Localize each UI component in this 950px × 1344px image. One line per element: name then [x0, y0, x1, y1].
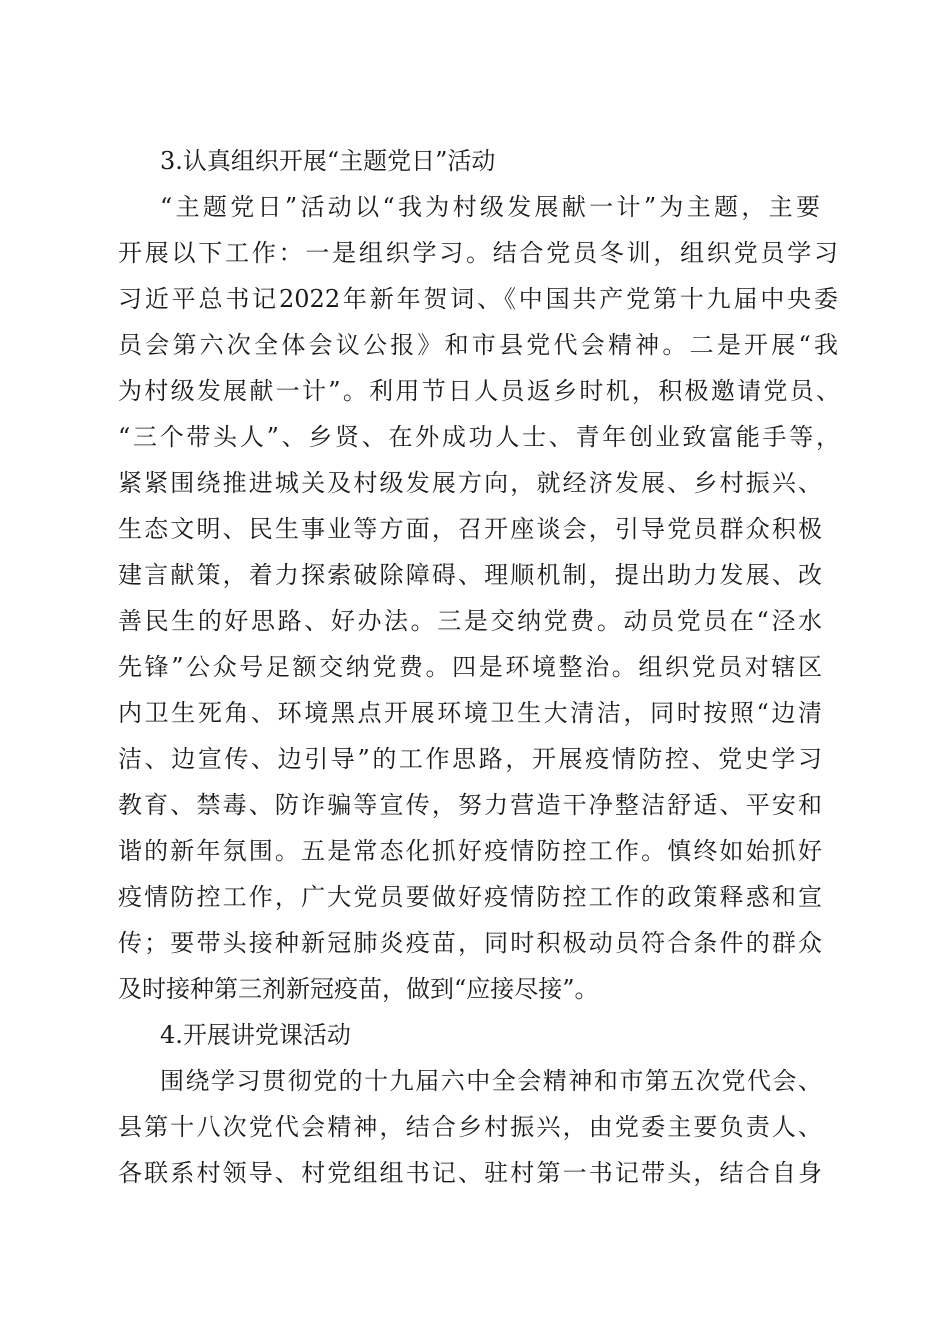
paragraph-line: 员会第六次全体会议公报》和市县党代会精神。二是开展“我 — [118, 331, 838, 359]
section-4-heading: 4.开展讲党课活动 — [160, 1021, 351, 1049]
paragraph-line: 习近平总书记2022年新年贺词、《中国共产党第十九届中央委 — [118, 285, 838, 313]
paragraph-line: 先锋”公众号足额交纳党费。四是环境整治。组织党员对辖区 — [118, 653, 822, 681]
paragraph-line: “主题党日”活动以“我为村级发展献一计”为主题，主要 — [160, 193, 820, 221]
paragraph-line: 建言献策，着力探索破除障碍、理顺机制，提出助力发展、改 — [118, 561, 822, 589]
section-3-heading: 3.认真组织开展“主题党日”活动 — [160, 147, 496, 175]
paragraph-line: 各联系村领导、村党组组书记、驻村第一书记带头，结合自身 — [118, 1159, 822, 1187]
paragraph-line: 善民生的好思路、好办法。三是交纳党费。动员党员在“泾水 — [118, 607, 822, 635]
paragraph-line: 为村级发展献一计”。利用节日人员返乡时机，积极邀请党员、 — [118, 377, 840, 405]
paragraph-line: 围绕学习贯彻党的十九届六中全会精神和市第五次党代会、 — [160, 1067, 822, 1095]
paragraph-line: 县第十八次党代会精神，结合乡村振兴，由党委主要负责人、 — [118, 1113, 822, 1141]
paragraph-line: 疫情防控工作，广大党员要做好疫情防控工作的政策释惑和宣 — [118, 883, 822, 911]
paragraph-line: 及时接种第三剂新冠疫苗，做到“应接尽接”。 — [118, 975, 599, 1003]
paragraph-line: 谐的新年氛围。五是常态化抓好疫情防控工作。慎终如始抓好 — [118, 837, 822, 865]
paragraph-line: 开展以下工作：一是组织学习。结合党员冬训，组织党员学习 — [118, 239, 838, 267]
paragraph-line: “三个带头人”、乡贤、在外成功人士、青年创业致富能手等， — [118, 423, 840, 451]
paragraph-line: 内卫生死角、环境黑点开展环境卫生大清洁，同时按照“边清 — [118, 699, 822, 727]
paragraph-line: 教育、禁毒、防诈骗等宣传，努力营造干净整洁舒适、平安和 — [118, 791, 822, 819]
paragraph-line: 紧紧围绕推进城关及村级发展方向，就经济发展、乡村振兴、 — [118, 469, 822, 497]
paragraph-line: 传；要带头接种新冠肺炎疫苗，同时积极动员符合条件的群众 — [118, 929, 822, 957]
paragraph-line: 洁、边宣传、边引导”的工作思路，开展疫情防控、党史学习 — [118, 745, 822, 773]
paragraph-line: 生态文明、民生事业等方面，召开座谈会，引导党员群众积极 — [118, 515, 822, 543]
